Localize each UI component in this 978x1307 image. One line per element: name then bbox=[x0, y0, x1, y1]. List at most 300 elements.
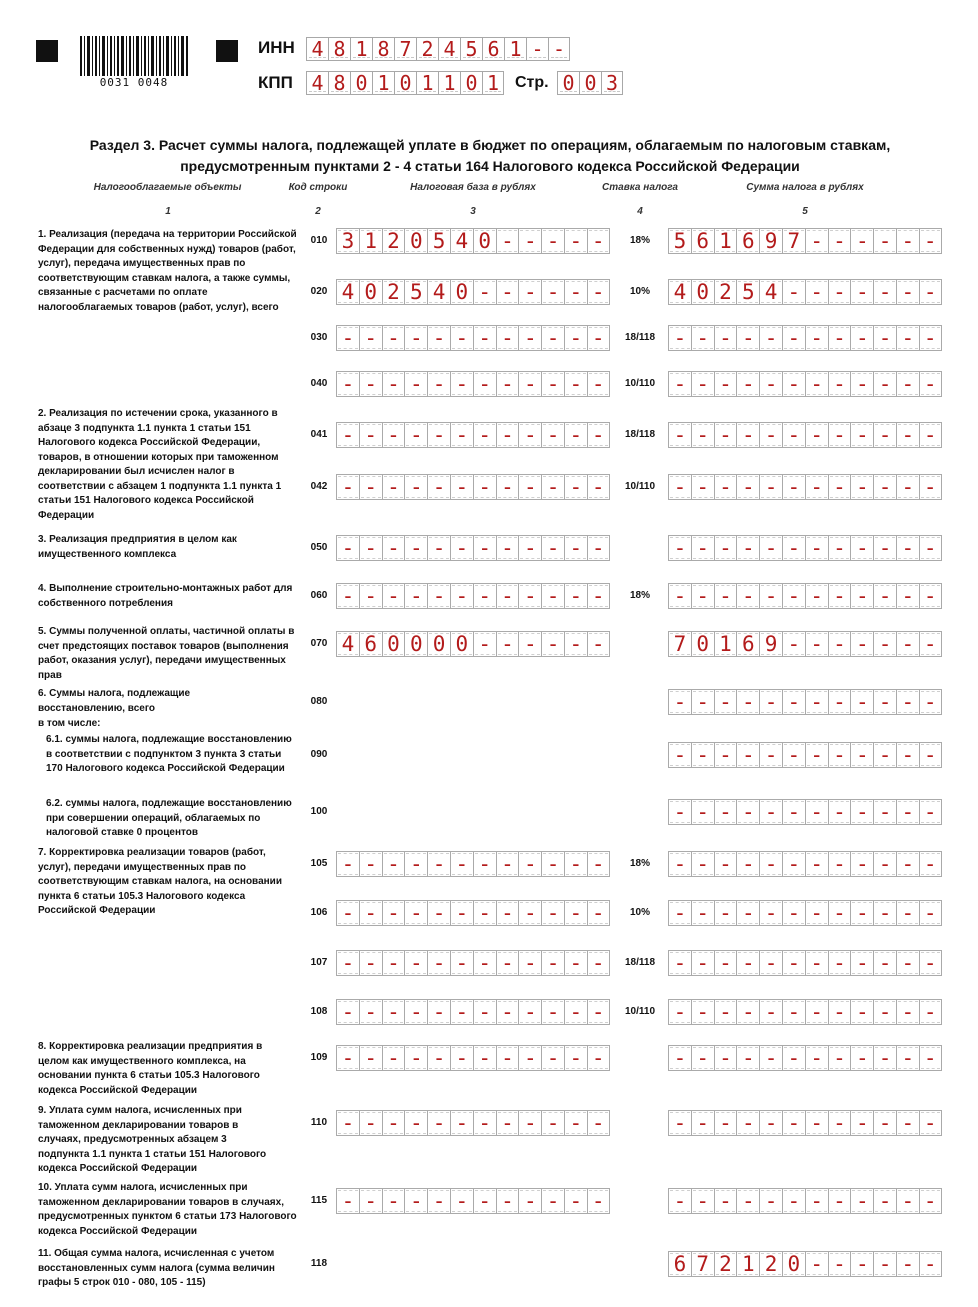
digit-cell: 1 bbox=[736, 1251, 759, 1277]
digit-cell: 0 bbox=[450, 631, 473, 657]
tax-rate: 10% bbox=[629, 907, 650, 918]
line-code: 115 bbox=[310, 1195, 328, 1206]
kpp-label: КПП bbox=[258, 73, 293, 92]
digit-cell: - bbox=[691, 583, 714, 609]
tax-amount-field-070[interactable] bbox=[668, 631, 942, 657]
digit-cell: 5 bbox=[404, 279, 427, 305]
digit-cell: - bbox=[668, 325, 691, 351]
digit-cell: - bbox=[518, 631, 541, 657]
digit-cell: - bbox=[450, 422, 473, 448]
item-6-2-description: 6.2. суммы налога, подлежащие восстановлению при совершении операций, облагаемых по налоговой ставке 0 процентов bbox=[46, 798, 292, 838]
digit-cell: 0 bbox=[382, 631, 405, 657]
digit-cell: - bbox=[496, 1110, 519, 1136]
line-code: 050 bbox=[310, 542, 328, 553]
digit-cell: - bbox=[541, 1188, 564, 1214]
line-code: 070 bbox=[310, 638, 328, 649]
tax-amount-field-040[interactable] bbox=[668, 371, 942, 397]
digit-cell: - bbox=[450, 474, 473, 500]
digit-cell: - bbox=[541, 631, 564, 657]
digit-cell: - bbox=[587, 851, 610, 877]
kpp-cell: 8 bbox=[328, 71, 350, 95]
digit-cell: - bbox=[896, 1251, 919, 1277]
tax-amount-field-109[interactable] bbox=[668, 1045, 942, 1071]
digit-cell: - bbox=[496, 583, 519, 609]
digit-cell: - bbox=[450, 1045, 473, 1071]
digit-cell: - bbox=[382, 371, 405, 397]
tax-base-field-110[interactable] bbox=[336, 1110, 610, 1136]
digit-cell: - bbox=[714, 1045, 737, 1071]
item-10-description: 10. Уплата сумм налога, исчисленных при таможенном декларировании товаров в случаях, предусмотренных пунктом 6 статьи 173 Налогового кодекса Российской Федерации bbox=[38, 1182, 297, 1237]
digit-cell: 4 bbox=[336, 279, 359, 305]
digit-cell: - bbox=[587, 535, 610, 561]
digit-cell: 0 bbox=[404, 631, 427, 657]
digit-cell: - bbox=[714, 1110, 737, 1136]
digit-cell: - bbox=[518, 851, 541, 877]
digit-cell: - bbox=[427, 535, 450, 561]
digit-cell: - bbox=[450, 950, 473, 976]
tax-amount-field-050[interactable] bbox=[668, 535, 942, 561]
digit-cell: - bbox=[714, 689, 737, 715]
digit-cell: 7 bbox=[782, 228, 805, 254]
digit-cell: - bbox=[336, 535, 359, 561]
item-2-description: 2. Реализация по истечении срока, указанного в абзаце 3 подпункта 1.1 пункта 1 статьи 151 Налогового кодекса Российской Федерации, товаров, в отношении которых при таможенном декларировании был исчислен налог в соответствии с абзацем 1 подпункта 1.1 пункта 1 статьи 151 Налогового кодекса Российской Федерации bbox=[38, 408, 282, 521]
digit-cell: - bbox=[873, 279, 896, 305]
digit-cell: - bbox=[587, 950, 610, 976]
digit-cell: - bbox=[850, 474, 873, 500]
page-number-cell: 0 bbox=[579, 71, 601, 95]
kpp-cells bbox=[306, 71, 504, 95]
digit-cell: - bbox=[382, 422, 405, 448]
digit-cell: - bbox=[541, 279, 564, 305]
item-7-description: 7. Корректировка реализации товаров (работ, услуг), передачи имущественных прав по соответствующим ставкам налога, на основании пункта 6 статьи 105.3 Налогового кодекса Российской Федерации bbox=[38, 847, 282, 916]
digit-cell: - bbox=[873, 689, 896, 715]
digit-cell: - bbox=[564, 999, 587, 1025]
digit-cell: - bbox=[714, 742, 737, 768]
column-header-rate: Ставка налога bbox=[602, 182, 678, 193]
digit-cell: - bbox=[919, 1045, 942, 1071]
digit-cell: 6 bbox=[691, 228, 714, 254]
line-code: 040 bbox=[310, 378, 328, 389]
item-8-description: 8. Корректировка реализации предприятия в целом как имущественного комплекса, на основании пункта 6 статьи 105.3 Налогового кодекса Российской Федерации bbox=[38, 1041, 263, 1096]
tax-base-field-050[interactable] bbox=[336, 535, 610, 561]
digit-cell: 3 bbox=[336, 228, 359, 254]
item-6-1-description: 6.1. суммы налога, подлежащие восстановлению в соответствии с подпунктом 3 пункта 3 статьи 170 Налогового кодекса Российской Федерации bbox=[46, 734, 292, 774]
digit-cell: - bbox=[828, 742, 851, 768]
inn-cell: 5 bbox=[460, 37, 482, 61]
tax-rate: 18/118 bbox=[624, 957, 656, 968]
tax-base-field-010[interactable] bbox=[336, 228, 610, 254]
digit-cell: - bbox=[336, 422, 359, 448]
digit-cell: - bbox=[759, 474, 782, 500]
tax-base-field-107[interactable] bbox=[336, 950, 610, 976]
digit-cell: - bbox=[782, 535, 805, 561]
digit-cell: - bbox=[496, 535, 519, 561]
tax-amount-field-105[interactable] bbox=[668, 851, 942, 877]
column-header-objects: Налогооблагаемые объекты bbox=[93, 182, 242, 193]
digit-cell: - bbox=[759, 1110, 782, 1136]
digit-cell: - bbox=[404, 474, 427, 500]
digit-cell: - bbox=[668, 422, 691, 448]
digit-cell: - bbox=[541, 474, 564, 500]
digit-cell: - bbox=[805, 325, 828, 351]
digit-cell: - bbox=[359, 1110, 382, 1136]
tax-amount-field-020[interactable] bbox=[668, 279, 942, 305]
page-number-cells bbox=[557, 71, 623, 95]
digit-cell: - bbox=[782, 325, 805, 351]
tax-rate: 10% bbox=[629, 286, 650, 297]
tax-amount-field-080[interactable] bbox=[668, 689, 942, 715]
digit-cell: - bbox=[850, 631, 873, 657]
tax-amount-field-110[interactable] bbox=[668, 1110, 942, 1136]
line-code: 060 bbox=[310, 590, 328, 601]
column-number-4: 4 bbox=[637, 206, 643, 217]
item-1-description: 1. Реализация (передача на территории Российской Федерации для собственных нужд) товаров (работ, услуг), передача имущественных прав по соответствующим ставкам налога, а также суммы, связанные с расчетами по оплате налогооблагаемых товаров (работ, услуг), всего bbox=[38, 229, 297, 313]
digit-cell: - bbox=[805, 422, 828, 448]
digit-cell: - bbox=[427, 900, 450, 926]
digit-cell: - bbox=[896, 535, 919, 561]
tax-base-field-105[interactable] bbox=[336, 851, 610, 877]
digit-cell: - bbox=[518, 1110, 541, 1136]
digit-cell: - bbox=[496, 851, 519, 877]
digit-cell: - bbox=[736, 474, 759, 500]
digit-cell: 0 bbox=[359, 279, 382, 305]
digit-cell: - bbox=[782, 1045, 805, 1071]
tax-base-field-060[interactable] bbox=[336, 583, 610, 609]
tax-amount-field-090[interactable] bbox=[668, 742, 942, 768]
digit-cell: - bbox=[518, 474, 541, 500]
digit-cell: - bbox=[828, 999, 851, 1025]
digit-cell: - bbox=[404, 950, 427, 976]
digit-cell: - bbox=[404, 999, 427, 1025]
digit-cell: - bbox=[564, 900, 587, 926]
digit-cell: - bbox=[382, 1188, 405, 1214]
digit-cell: - bbox=[850, 422, 873, 448]
digit-cell: - bbox=[736, 325, 759, 351]
digit-cell: - bbox=[587, 631, 610, 657]
digit-cell: - bbox=[541, 1045, 564, 1071]
tax-amount-field-108[interactable] bbox=[668, 999, 942, 1025]
tax-amount-field-100[interactable] bbox=[668, 799, 942, 825]
digit-cell: 6 bbox=[668, 1251, 691, 1277]
digit-cell: - bbox=[668, 371, 691, 397]
digit-cell: - bbox=[736, 422, 759, 448]
inn-cell: 1 bbox=[504, 37, 526, 61]
digit-cell: - bbox=[587, 474, 610, 500]
digit-cell: - bbox=[336, 900, 359, 926]
tax-base-field-020[interactable] bbox=[336, 279, 610, 305]
digit-cell: - bbox=[359, 900, 382, 926]
digit-cell: - bbox=[873, 422, 896, 448]
digit-cell: - bbox=[564, 535, 587, 561]
tax-amount-field-106[interactable] bbox=[668, 900, 942, 926]
digit-cell: - bbox=[782, 371, 805, 397]
digit-cell: - bbox=[873, 851, 896, 877]
digit-cell: - bbox=[691, 1188, 714, 1214]
digit-cell: - bbox=[873, 742, 896, 768]
digit-cell: - bbox=[805, 742, 828, 768]
digit-cell: - bbox=[714, 1188, 737, 1214]
digit-cell: - bbox=[896, 742, 919, 768]
kpp-cell: 1 bbox=[416, 71, 438, 95]
digit-cell: - bbox=[541, 950, 564, 976]
digit-cell: - bbox=[805, 1045, 828, 1071]
digit-cell: - bbox=[896, 1188, 919, 1214]
digit-cell: 2 bbox=[759, 1251, 782, 1277]
digit-cell: - bbox=[518, 900, 541, 926]
digit-cell: - bbox=[404, 371, 427, 397]
kpp-cell: 1 bbox=[372, 71, 394, 95]
digit-cell: - bbox=[691, 1045, 714, 1071]
digit-cell: - bbox=[564, 228, 587, 254]
digit-cell: - bbox=[919, 474, 942, 500]
digit-cell: - bbox=[691, 999, 714, 1025]
digit-cell: - bbox=[668, 689, 691, 715]
digit-cell: - bbox=[564, 1045, 587, 1071]
digit-cell: 2 bbox=[382, 279, 405, 305]
tax-base-field-106[interactable] bbox=[336, 900, 610, 926]
digit-cell: - bbox=[828, 631, 851, 657]
tax-amount-field-060[interactable] bbox=[668, 583, 942, 609]
digit-cell: - bbox=[382, 325, 405, 351]
digit-cell: - bbox=[668, 950, 691, 976]
digit-cell: - bbox=[782, 742, 805, 768]
tax-amount-field-041[interactable] bbox=[668, 422, 942, 448]
digit-cell: - bbox=[564, 583, 587, 609]
tax-amount-field-030[interactable] bbox=[668, 325, 942, 351]
tax-base-field-115[interactable] bbox=[336, 1188, 610, 1214]
digit-cell: - bbox=[782, 583, 805, 609]
digit-cell: - bbox=[450, 900, 473, 926]
digit-cell: - bbox=[850, 950, 873, 976]
digit-cell: - bbox=[404, 422, 427, 448]
inn-cell: - bbox=[548, 37, 570, 61]
digit-cell: - bbox=[736, 1110, 759, 1136]
digit-cell: - bbox=[473, 1188, 496, 1214]
item-4-description: 4. Выполнение строительно-монтажных работ для собственного потребления bbox=[38, 583, 293, 609]
digit-cell: - bbox=[691, 1110, 714, 1136]
digit-cell: - bbox=[496, 900, 519, 926]
digit-cell: 5 bbox=[668, 228, 691, 254]
item-9-description: 9. Уплата сумм налога, исчисленных при таможенном декларировании товаров в случаях, предусмотренных абзацем 3 подпункта 1.1 пункта 1 статьи 151 Налогового кодекса Российской Федерации bbox=[38, 1105, 267, 1174]
digit-cell: - bbox=[714, 583, 737, 609]
item-6-description: 6. Суммы налога, подлежащие восстановлению, всего bbox=[38, 688, 191, 714]
digit-cell: - bbox=[828, 228, 851, 254]
digit-cell: - bbox=[714, 950, 737, 976]
kpp-cell: 1 bbox=[438, 71, 460, 95]
digit-cell: - bbox=[691, 799, 714, 825]
digit-cell: - bbox=[496, 1045, 519, 1071]
tax-base-field-040[interactable] bbox=[336, 371, 610, 397]
digit-cell: - bbox=[668, 474, 691, 500]
tax-amount-field-010[interactable] bbox=[668, 228, 942, 254]
digit-cell: - bbox=[714, 999, 737, 1025]
column-header-tax: Сумма налога в рублях bbox=[746, 182, 864, 193]
digit-cell: - bbox=[496, 325, 519, 351]
digit-cell: - bbox=[759, 799, 782, 825]
digit-cell: - bbox=[919, 689, 942, 715]
tax-amount-field-118[interactable] bbox=[668, 1251, 942, 1277]
digit-cell: 4 bbox=[668, 279, 691, 305]
digit-cell: - bbox=[873, 535, 896, 561]
tax-base-field-108[interactable] bbox=[336, 999, 610, 1025]
tax-amount-field-042[interactable] bbox=[668, 474, 942, 500]
digit-cell: - bbox=[828, 371, 851, 397]
digit-cell: - bbox=[873, 900, 896, 926]
digit-cell: - bbox=[759, 583, 782, 609]
digit-cell: - bbox=[564, 1110, 587, 1136]
tax-base-field-109[interactable] bbox=[336, 1045, 610, 1071]
digit-cell: - bbox=[782, 1110, 805, 1136]
digit-cell: - bbox=[518, 1045, 541, 1071]
tax-amount-field-107[interactable] bbox=[668, 950, 942, 976]
column-number-1: 1 bbox=[165, 206, 171, 217]
digit-cell: - bbox=[541, 851, 564, 877]
digit-cell: - bbox=[850, 1251, 873, 1277]
digit-cell: - bbox=[919, 1188, 942, 1214]
digit-cell: - bbox=[828, 279, 851, 305]
digit-cell: - bbox=[404, 583, 427, 609]
digit-cell: - bbox=[805, 851, 828, 877]
digit-cell: - bbox=[714, 474, 737, 500]
digit-cell: - bbox=[382, 583, 405, 609]
digit-cell: - bbox=[759, 1045, 782, 1071]
digit-cell: - bbox=[805, 999, 828, 1025]
digit-cell: - bbox=[919, 1251, 942, 1277]
digit-cell: - bbox=[873, 1045, 896, 1071]
digit-cell: - bbox=[873, 1110, 896, 1136]
digit-cell: - bbox=[518, 371, 541, 397]
digit-cell: - bbox=[404, 1110, 427, 1136]
digit-cell: - bbox=[336, 1188, 359, 1214]
page-number-cell: 0 bbox=[557, 71, 579, 95]
tax-base-field-070[interactable] bbox=[336, 631, 610, 657]
digit-cell: - bbox=[919, 371, 942, 397]
digit-cell: 0 bbox=[691, 279, 714, 305]
digit-cell: - bbox=[427, 851, 450, 877]
digit-cell: - bbox=[359, 999, 382, 1025]
digit-cell: - bbox=[759, 689, 782, 715]
digit-cell: - bbox=[919, 279, 942, 305]
digit-cell: - bbox=[518, 535, 541, 561]
item-5-description: 5. Суммы полученной оплаты, частичной оплаты в счет предстоящих поставок товаров (выполнения работ, оказания услуг), передачи имущественных прав bbox=[38, 626, 295, 681]
digit-cell: - bbox=[587, 325, 610, 351]
tax-base-field-030[interactable] bbox=[336, 325, 610, 351]
digit-cell: - bbox=[587, 422, 610, 448]
digit-cell: - bbox=[427, 1045, 450, 1071]
digit-cell: - bbox=[850, 742, 873, 768]
digit-cell: - bbox=[450, 999, 473, 1025]
digit-cell: - bbox=[896, 422, 919, 448]
digit-cell: - bbox=[427, 371, 450, 397]
tax-base-field-041[interactable] bbox=[336, 422, 610, 448]
digit-cell: - bbox=[691, 742, 714, 768]
digit-cell: - bbox=[850, 851, 873, 877]
digit-cell: - bbox=[336, 1110, 359, 1136]
digit-cell: - bbox=[828, 325, 851, 351]
digit-cell: - bbox=[828, 422, 851, 448]
digit-cell: - bbox=[473, 371, 496, 397]
digit-cell: - bbox=[564, 1188, 587, 1214]
digit-cell: - bbox=[668, 535, 691, 561]
digit-cell: - bbox=[382, 1045, 405, 1071]
tax-base-field-042[interactable] bbox=[336, 474, 610, 500]
digit-cell: - bbox=[427, 1110, 450, 1136]
digit-cell: - bbox=[828, 1188, 851, 1214]
inn-cell: 7 bbox=[394, 37, 416, 61]
digit-cell: - bbox=[873, 1188, 896, 1214]
column-header-base: Налоговая база в рублях bbox=[410, 182, 536, 193]
digit-cell: - bbox=[850, 583, 873, 609]
digit-cell: - bbox=[427, 325, 450, 351]
item-3-description: 3. Реализация предприятия в целом как имущественного комплекса bbox=[38, 534, 237, 560]
page-number-cell: 3 bbox=[601, 71, 623, 95]
digit-cell: - bbox=[382, 999, 405, 1025]
digit-cell: - bbox=[541, 535, 564, 561]
digit-cell: - bbox=[587, 279, 610, 305]
digit-cell: - bbox=[828, 535, 851, 561]
digit-cell: - bbox=[805, 1251, 828, 1277]
digit-cell: - bbox=[782, 631, 805, 657]
digit-cell: - bbox=[759, 422, 782, 448]
digit-cell: - bbox=[450, 371, 473, 397]
digit-cell: - bbox=[473, 535, 496, 561]
digit-cell: - bbox=[782, 900, 805, 926]
digit-cell: - bbox=[919, 535, 942, 561]
section-title: Раздел 3. Расчет суммы налога, подлежащей уплате в бюджет по операциям, облагаемым по налоговым ставкам, предусмотренным пунктами 2 - 4 статьи 164 Налогового кодекса Российской Федерации bbox=[89, 137, 891, 174]
digit-cell: - bbox=[496, 950, 519, 976]
digit-cell: - bbox=[828, 799, 851, 825]
inn-cell: 1 bbox=[350, 37, 372, 61]
digit-cell: - bbox=[850, 1110, 873, 1136]
digit-cell: - bbox=[359, 851, 382, 877]
digit-cell: - bbox=[850, 799, 873, 825]
digit-cell: - bbox=[359, 583, 382, 609]
digit-cell: - bbox=[404, 1188, 427, 1214]
digit-cell: - bbox=[518, 950, 541, 976]
digit-cell: - bbox=[919, 631, 942, 657]
digit-cell: - bbox=[805, 689, 828, 715]
digit-cell: - bbox=[805, 279, 828, 305]
digit-cell: - bbox=[896, 1110, 919, 1136]
digit-cell: - bbox=[564, 325, 587, 351]
digit-cell: 7 bbox=[668, 631, 691, 657]
column-number-2: 2 bbox=[315, 206, 321, 217]
line-code: 100 bbox=[310, 806, 328, 817]
line-code: 010 bbox=[310, 235, 328, 246]
digit-cell: - bbox=[873, 228, 896, 254]
digit-cell: - bbox=[496, 999, 519, 1025]
digit-cell: - bbox=[359, 1045, 382, 1071]
line-code: 118 bbox=[310, 1258, 328, 1269]
digit-cell: - bbox=[668, 1045, 691, 1071]
digit-cell: - bbox=[782, 279, 805, 305]
digit-cell: 4 bbox=[450, 228, 473, 254]
digit-cell: - bbox=[518, 583, 541, 609]
digit-cell: - bbox=[541, 228, 564, 254]
digit-cell: - bbox=[668, 583, 691, 609]
digit-cell: - bbox=[919, 325, 942, 351]
digit-cell: - bbox=[736, 1188, 759, 1214]
digit-cell: 0 bbox=[427, 631, 450, 657]
digit-cell: - bbox=[828, 583, 851, 609]
digit-cell: - bbox=[759, 999, 782, 1025]
digit-cell: - bbox=[805, 535, 828, 561]
digit-cell: 0 bbox=[450, 279, 473, 305]
tax-amount-field-115[interactable] bbox=[668, 1188, 942, 1214]
kpp-cell: 0 bbox=[460, 71, 482, 95]
digit-cell: - bbox=[805, 583, 828, 609]
digit-cell: - bbox=[714, 371, 737, 397]
